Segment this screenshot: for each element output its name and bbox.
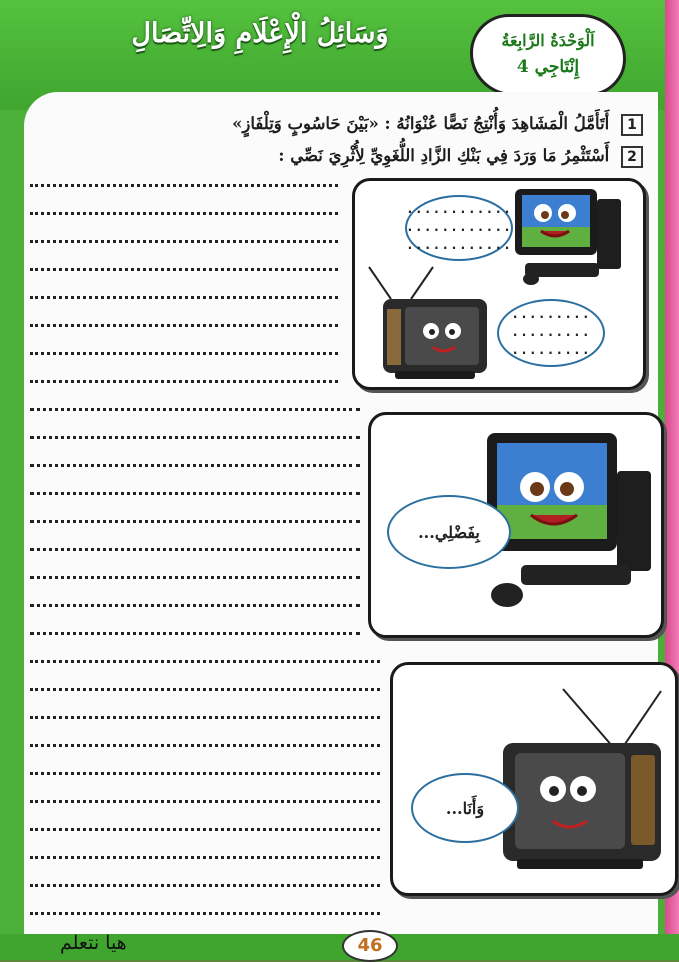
instruction-1 bbox=[232, 114, 643, 136]
writing-line[interactable] bbox=[30, 268, 338, 271]
writing-line[interactable] bbox=[30, 688, 380, 691]
bubble-text: بِفَضْلِي... bbox=[418, 522, 480, 542]
bubble-text: وَأَنَا... bbox=[445, 798, 485, 818]
instruction-2 bbox=[278, 146, 643, 168]
writing-line[interactable] bbox=[30, 772, 380, 775]
writing-line[interactable] bbox=[30, 800, 380, 803]
writing-line[interactable] bbox=[30, 884, 380, 887]
writing-line[interactable] bbox=[30, 520, 360, 523]
instruction-text: أَسْتَثْمِرُ مَا وَرَدَ فِي بَنْكِ الزَّادِ اللُّغَوِيِّ لِأُثْرِيَ نَصِّي : bbox=[278, 146, 610, 165]
writing-line[interactable] bbox=[30, 576, 360, 579]
writing-line[interactable] bbox=[30, 660, 380, 663]
writing-line[interactable] bbox=[30, 296, 338, 299]
production-label: إِنْتَاجِي 4 bbox=[516, 57, 580, 77]
speech-bubble bbox=[411, 773, 519, 843]
page-title: وَسَائِلُ الْإِعْلَامِ وَالِاتِّصَالِ bbox=[131, 18, 389, 49]
instruction-text: أَتَأَمَّلُ الْمَشَاهِدَ وَأُنْتِجُ نَصًّا عُنْوَانُهُ : «بَيْنَ حَاسُوبٍ وَتِلْفَازٍ» bbox=[232, 114, 610, 133]
writing-line[interactable] bbox=[30, 716, 380, 719]
writing-line[interactable] bbox=[30, 828, 380, 831]
writing-line[interactable] bbox=[30, 604, 360, 607]
bubble-answer-blank[interactable]: ......... ......... ......... bbox=[511, 307, 591, 358]
writing-line[interactable] bbox=[30, 856, 380, 859]
writing-line[interactable] bbox=[30, 324, 338, 327]
speech-bubble[interactable] bbox=[405, 195, 513, 261]
footer-brand: هيا نتعلم bbox=[60, 932, 127, 954]
unit-cloud-badge bbox=[470, 14, 626, 96]
scene-panel-television bbox=[390, 662, 678, 896]
page-number: 46 bbox=[342, 930, 398, 962]
bubble-answer-blank[interactable]: ............ ............ ............ bbox=[406, 202, 512, 253]
instruction-number: 2 bbox=[621, 146, 643, 168]
writing-line[interactable] bbox=[30, 464, 360, 467]
writing-line[interactable] bbox=[30, 212, 338, 215]
writing-line[interactable] bbox=[30, 912, 380, 915]
writing-line[interactable] bbox=[30, 240, 338, 243]
writing-line[interactable] bbox=[30, 548, 360, 551]
instruction-number: 1 bbox=[621, 114, 643, 136]
writing-line[interactable] bbox=[30, 632, 360, 635]
writing-line[interactable] bbox=[30, 744, 380, 747]
writing-line[interactable] bbox=[30, 408, 360, 411]
writing-line[interactable] bbox=[30, 380, 338, 383]
speech-bubble[interactable] bbox=[497, 299, 605, 367]
writing-line[interactable] bbox=[30, 492, 360, 495]
speech-bubble bbox=[387, 495, 511, 569]
scene-panel-computer-and-tv bbox=[352, 178, 646, 390]
writing-line[interactable] bbox=[30, 184, 338, 187]
unit-label: اَلْوَحْدَةُ الرَّابِعَةُ bbox=[501, 31, 595, 50]
writing-line[interactable] bbox=[30, 436, 360, 439]
writing-line[interactable] bbox=[30, 352, 338, 355]
scene-panel-computer bbox=[368, 412, 664, 638]
